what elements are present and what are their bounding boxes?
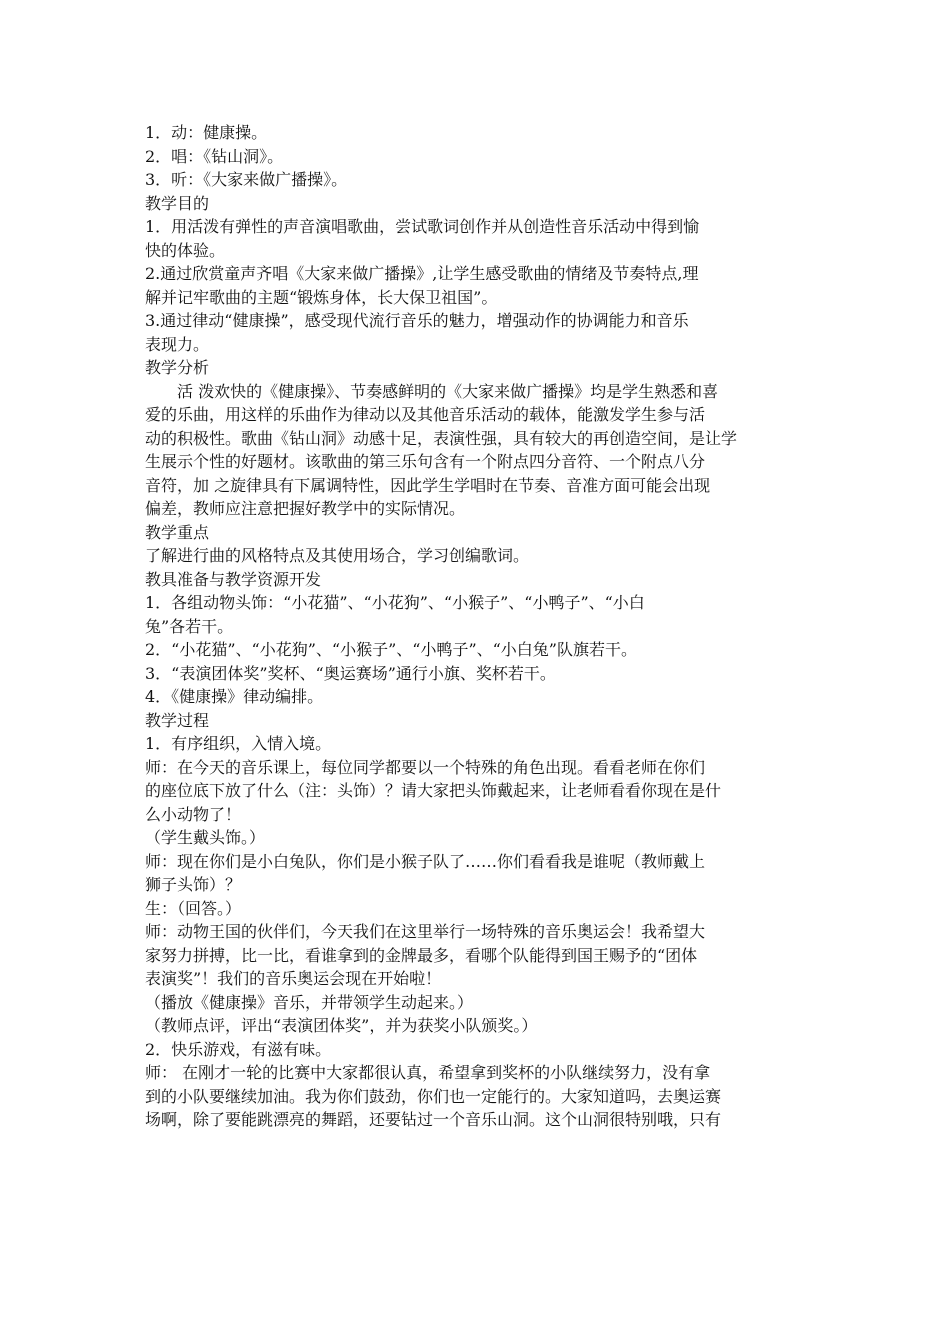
text-line: 音符，加 之旋律具有下属调特性，因此学生学唱时在节奏、音准方面可能会出现: [145, 475, 711, 495]
text-line: 2.通过欣赏童声齐唱《大家来做广播操》,让学生感受歌曲的情绪及节奏特点,理: [145, 264, 699, 283]
text-line: 生展示个性的好题材。该歌曲的第三乐句含有一个附点四分音符、一个附点八分: [145, 452, 706, 471]
text-line: 兔”各若干。: [145, 616, 234, 636]
text-line: 到的小队要继续加油。我为你们鼓劲，你们也一定能行的。大家知道吗，去奥运赛: [145, 1086, 722, 1106]
document-page: [145, 121, 810, 1132]
text-line: 师：在今天的音乐课上，每位同学都要以一个特殊的角色出现。看看老师在你们: [145, 757, 706, 777]
text-line: 4．《健康操》律动编排。: [145, 687, 324, 706]
text-line: 3．“表演团体奖”奖杯、“奥运赛场”通行小旗、奖杯若干。: [145, 663, 556, 683]
text-line: 教学分析: [145, 358, 210, 377]
text-line: 师： 在刚才一轮的比赛中大家都很认真，希望拿到奖杯的小队继续努力，没有拿: [145, 1063, 711, 1082]
text-line: 生：（回答。）: [145, 898, 242, 918]
text-line: 么小动物了！: [145, 804, 242, 824]
text-line: 了解进行曲的风格特点及其使用场合，学习创编歌词。: [145, 546, 530, 565]
text-line: 2．快乐游戏，有滋有味。: [145, 1039, 332, 1059]
text-line: 1．动：健康操。: [145, 123, 268, 142]
text-line: （教师点评，评出“表演团体奖”，并为获奖小队颁奖。）: [145, 1016, 538, 1035]
text-line: 解并记牢歌曲的主题“锻炼身体，长大保卫祖国”。: [145, 287, 498, 307]
text-line: 1．各组动物头饰：“小花猫”、“小花狗”、“小猴子”、“小鸭子”、“小白: [145, 593, 645, 612]
text-line: 3．听：《大家来做广播操》。: [145, 170, 348, 189]
text-line: 教学目的: [145, 193, 210, 213]
text-line: 表演奖”！我们的音乐奥运会现在开始啦！: [145, 969, 442, 988]
text-line: 偏差，教师应注意把握好教学中的实际情况。: [145, 499, 466, 518]
text-line: （学生戴头饰。）: [145, 828, 266, 847]
text-line: （播放《健康操》音乐，并带领学生动起来。）: [145, 992, 474, 1012]
text-line: 1．用活泼有弹性的声音演唱歌曲，尝试歌词创作并从创造性音乐活动中得到愉: [145, 217, 700, 236]
text-line: 场啊，除了要能跳漂亮的舞蹈，还要钻过一个音乐山洞。这个山洞很特别哦，只有: [145, 1110, 722, 1129]
text-line: 快的体验。: [145, 240, 226, 260]
text-line: 表现力。: [145, 334, 210, 354]
text-line: 教学重点: [145, 522, 210, 542]
text-line: 活 泼欢快的《健康操》、节奏感鲜明的《大家来做广播操》均是学生熟悉和喜: [145, 381, 719, 401]
text-line: 2．唱：《钻山洞》。: [145, 146, 284, 166]
text-line: 教具准备与教学资源开发: [145, 569, 322, 589]
text-line: 家努力拼搏，比一比，看谁拿到的金牌最多，看哪个队能得到国王赐予的“团体: [145, 945, 698, 965]
text-line: 3.通过律动“健康操”，感受现代流行音乐的魅力，增强动作的协调能力和音乐: [145, 311, 689, 330]
text-line: 动的积极性。歌曲《钻山洞》动感十足，表演性强，具有较大的再创造空间，是让学: [145, 428, 738, 448]
text-line: 的座位底下放了什么（注：头饰）？请大家把头饰戴起来，让老师看看你现在是什: [145, 781, 722, 800]
text-line: 师：动物王国的伙伴们，今天我们在这里举行一场特殊的音乐奥运会！我希望大: [145, 922, 706, 941]
text-line: 1．有序组织，入情入境。: [145, 734, 332, 753]
text-line: 教学过程: [145, 710, 210, 730]
text-line: 狮子头饰）？: [145, 875, 242, 894]
text-line: 2．“小花猫”、“小花狗”、“小猴子”、“小鸭子”、“小白兔”队旗若干。: [145, 640, 637, 659]
text-line: 爱的乐曲，用这样的乐曲作为律动以及其他音乐活动的载体，能激发学生参与活: [145, 405, 706, 424]
text-line: 师：现在你们是小白兔队，你们是小猴子队了……你们看看我是谁呢（教师戴上: [145, 851, 706, 871]
